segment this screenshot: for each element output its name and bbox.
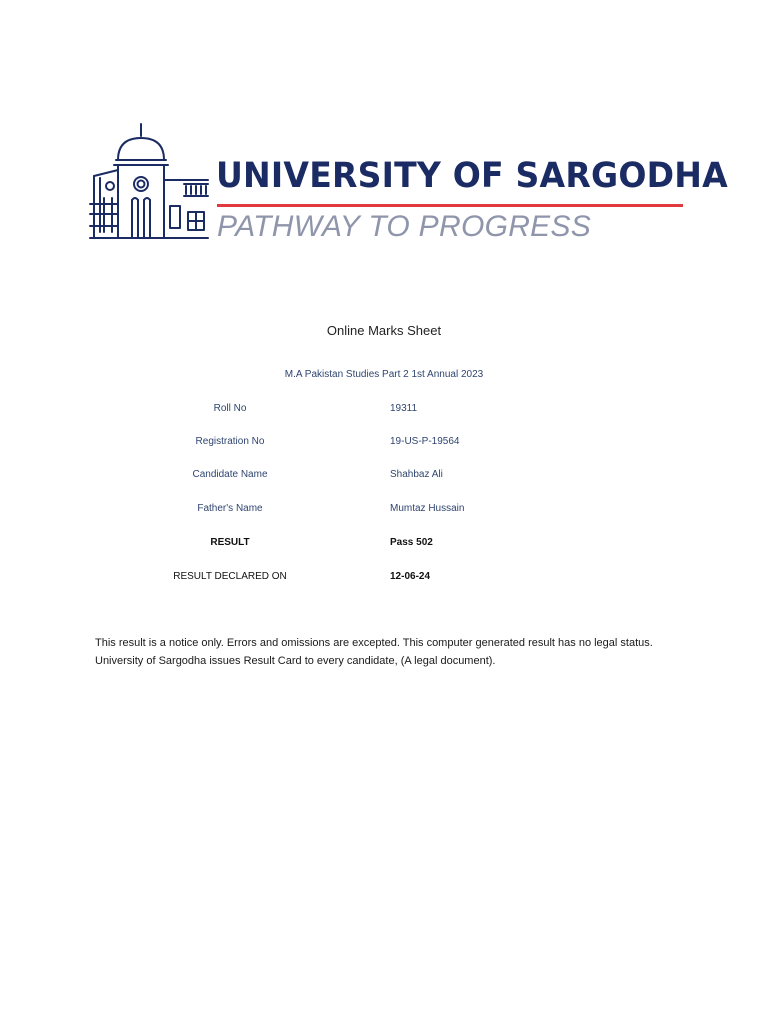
- fathers-name-label: Father's Name: [197, 503, 263, 514]
- logo-title: UNIVERSITY OF SARGODHA: [216, 156, 728, 196]
- result-value: Pass 502: [390, 537, 433, 548]
- disclaimer-line-1: This result is a notice only. Errors and omissions are excepted. This computer generated result has no legal status.: [95, 637, 653, 649]
- details-row-fathers-name: [0, 503, 768, 519]
- details-row-registration-no: [0, 436, 768, 452]
- logo-tagline: PATHWAY TO PROGRESS: [217, 210, 592, 243]
- registration-no-value: 19-US-P-19564: [390, 436, 460, 447]
- disclaimer-line-2: University of Sargodha issues Result Card to every candidate, (A legal document).: [95, 655, 496, 667]
- candidate-name-label: Candidate Name: [192, 469, 268, 480]
- result-label: RESULT: [210, 537, 250, 548]
- page-title: Online Marks Sheet: [326, 323, 442, 338]
- registration-no-label: Registration No: [195, 436, 265, 447]
- candidate-name-value: Shahbaz Ali: [390, 469, 443, 480]
- details-row-result-declared-on: [0, 571, 768, 587]
- details-row-result: [0, 537, 768, 553]
- university-building-icon: [88, 122, 212, 246]
- result-declared-on-label: RESULT DECLARED ON: [173, 571, 287, 582]
- logo-divider: [217, 204, 683, 207]
- roll-no-value: 19311: [390, 403, 418, 414]
- disclaimer: [95, 634, 705, 670]
- details-row-roll-no: [0, 403, 768, 419]
- fathers-name-value: Mumtaz Hussain: [390, 503, 465, 514]
- exam-name: M.A Pakistan Studies Part 2 1st Annual 2023: [284, 369, 484, 380]
- details-row-candidate-name: [0, 469, 768, 485]
- roll-no-label: Roll No: [213, 403, 247, 414]
- university-logo: [88, 122, 728, 246]
- result-declared-on-value: 12-06-24: [390, 571, 431, 582]
